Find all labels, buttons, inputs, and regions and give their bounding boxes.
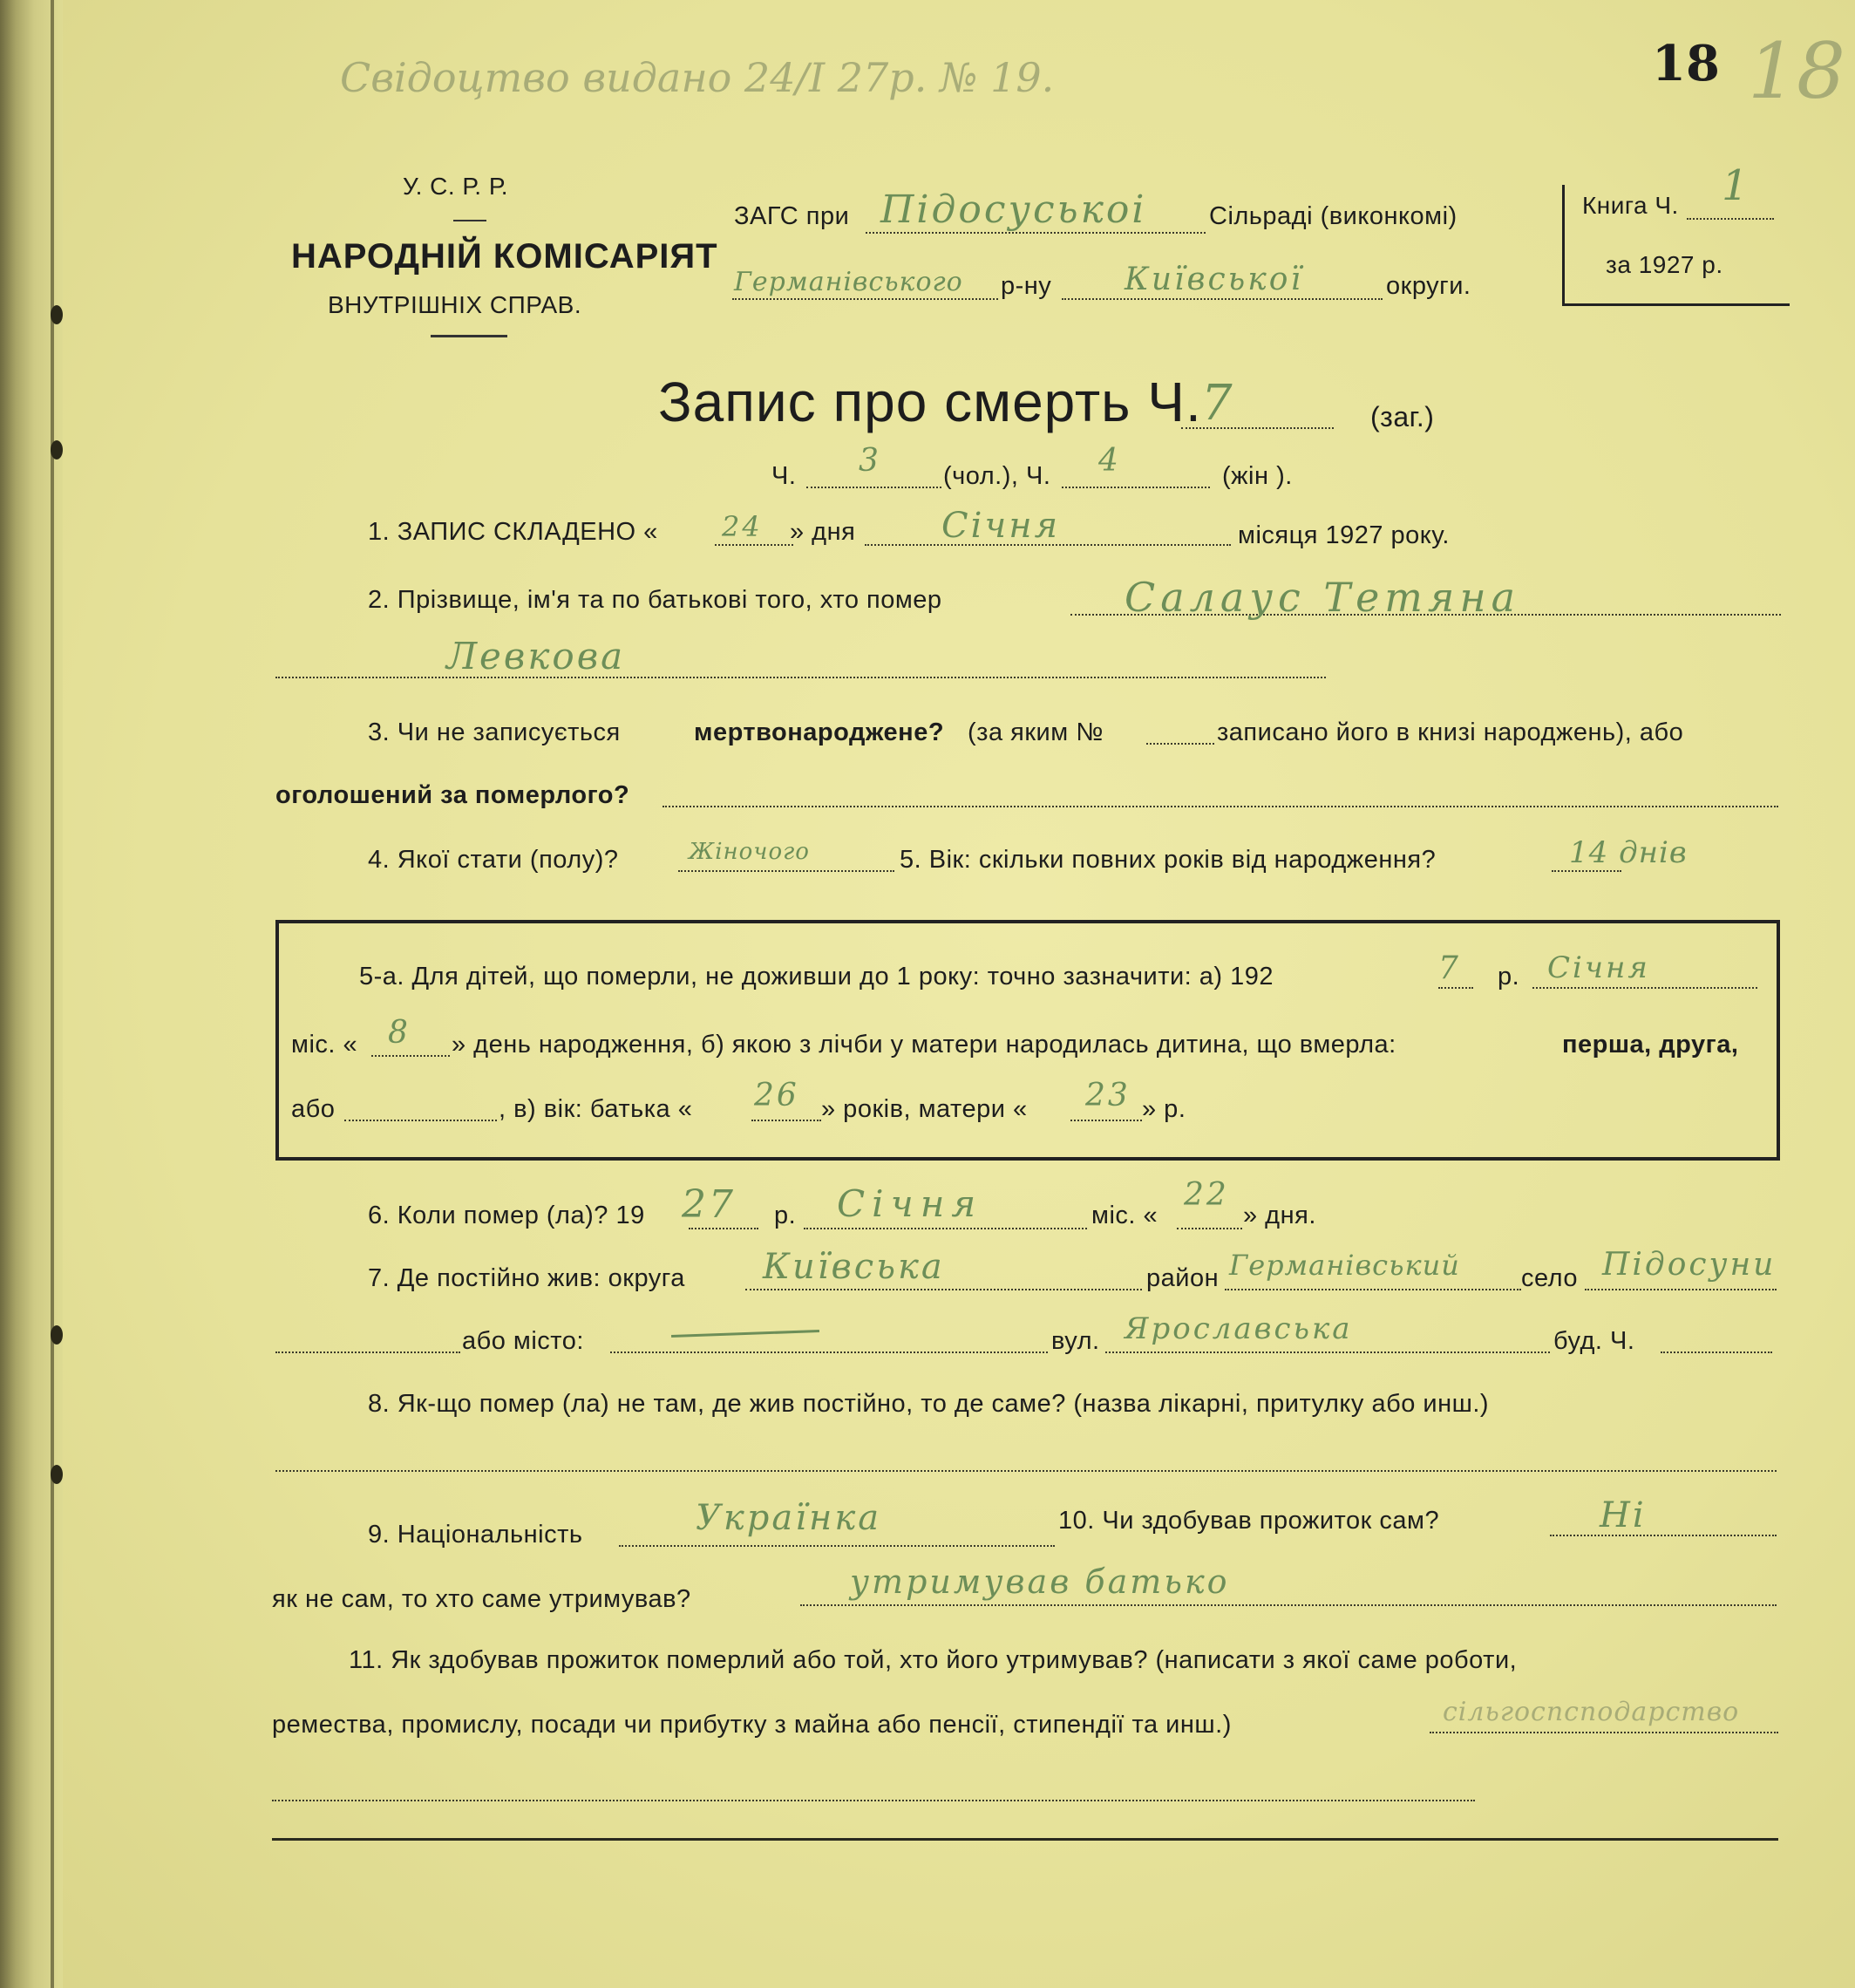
record-title: Запис про смерть Ч. (658, 371, 1202, 433)
divider (453, 220, 486, 221)
binding-hole (51, 440, 63, 460)
fill-line (715, 544, 793, 546)
fill-line (1532, 987, 1757, 989)
field-5a-day: 8 (388, 1015, 411, 1051)
field-7-label: 7. Де постійно жив: округа (368, 1264, 685, 1292)
fill-line (806, 487, 941, 488)
female-label: (жін ). (1222, 462, 1293, 490)
field-5a-label-5: або (291, 1095, 336, 1123)
book-label: Книга Ч. (1582, 192, 1679, 219)
field-1-mid: » дня (790, 518, 856, 546)
book-number: 1 (1722, 161, 1751, 210)
binding-spine (51, 0, 54, 1988)
field-9-label: 9. Національність (368, 1521, 583, 1549)
field-5a-label-3: міс. « (291, 1031, 358, 1059)
fill-line (689, 1228, 758, 1229)
department-header: ВНУТРІШНІХ СПРАВ. (328, 291, 582, 318)
field-5a-year-digit: 7 (1438, 950, 1461, 986)
field-1-end: місяця 1927 року. (1238, 521, 1450, 549)
field-6-label-4: » дня. (1243, 1202, 1316, 1229)
field-10-label: 10. Чи здобував прожиток сам? (1058, 1507, 1440, 1535)
fill-line (272, 1800, 1475, 1801)
fill-line (800, 1604, 1777, 1606)
fill-line (732, 298, 998, 300)
fill-line (751, 1120, 821, 1121)
field-5a-label-8: » р. (1142, 1095, 1186, 1123)
divider (431, 335, 507, 337)
field-5a-bold: перша, друга, (1562, 1031, 1739, 1059)
fill-line (275, 1470, 1777, 1472)
field-3-bold-2: оголошений за померлого? (275, 781, 630, 809)
fill-line (1070, 1120, 1142, 1121)
state-header: У. С. Р. Р. (403, 173, 509, 200)
field-8-label: 8. Як-що помер (ла) не там, де жив постійно, то де саме? (назва лікарні, притулку або инш.) (368, 1390, 1490, 1418)
dash-mark (671, 1330, 819, 1338)
fill-line (1687, 218, 1774, 220)
field-3-label-1: 3. Чи не записується (368, 718, 621, 746)
record-suffix: (заг.) (1370, 401, 1435, 432)
field-7-house-label: буд. Ч. (1553, 1327, 1635, 1355)
field-4-value: Жіночого (689, 839, 810, 865)
field-5a-mother-age: 23 (1085, 1078, 1131, 1113)
field-7-region: Київська (763, 1247, 945, 1287)
field-11-value: сільгоспсподарство (1443, 1697, 1740, 1727)
field-6-year-digits: 27 (682, 1182, 736, 1227)
field-2-value-1: Салаус Тетяна (1125, 574, 1521, 621)
field-5-label: 5. Вік: скільки повних років від народження? (900, 846, 1437, 874)
fill-line (1438, 987, 1473, 989)
field-6-label-2: р. (774, 1202, 797, 1229)
field-7-street-label: вул. (1051, 1327, 1100, 1355)
field-1-day: 24 (722, 510, 763, 543)
district-label: р-ну (1001, 272, 1052, 300)
field-5a-label-1: 5-а. Для дітей, що померли, не доживши до 1 року: точно зазначити: а) 192 (359, 963, 1274, 991)
fill-line (1225, 1289, 1521, 1290)
fill-line (1552, 870, 1621, 872)
binding-hole (51, 1325, 63, 1345)
fill-line (275, 1351, 460, 1353)
registry-place-value: Підосуськоі (880, 187, 1147, 232)
district-value: Германівського (734, 267, 963, 297)
field-3-bold-1: мертвонароджене? (694, 718, 945, 746)
fill-line (344, 1120, 497, 1121)
field-6-day: 22 (1184, 1177, 1229, 1213)
region-label: округи. (1386, 272, 1471, 300)
pencil-note: Свідоцтво видано 24/I 27р. № 19. (340, 54, 1055, 101)
council-label: Сільраді (виконкомі) (1209, 202, 1458, 230)
registry-prefix: ЗАГС при (734, 202, 850, 230)
field-11-label-2: ремества, промислу, посади чи прибутку з майна або пенсії, стипендії та инш.) (272, 1711, 1232, 1739)
field-4-label: 4. Якої стати (полу)? (368, 846, 619, 874)
field-7-district-label: район (1146, 1264, 1220, 1292)
field-3-label-2: (за яким № (968, 718, 1104, 746)
field-10-value: Ні (1600, 1495, 1647, 1535)
fill-line (1550, 1535, 1777, 1536)
fill-line (1430, 1732, 1778, 1733)
fill-line (371, 1055, 450, 1057)
fill-line (1177, 1228, 1242, 1229)
fill-line (275, 677, 1326, 678)
fill-line (619, 1545, 1055, 1547)
field-6-month: Січня (837, 1182, 983, 1225)
field-5a-label-6: , в) вік: батька « (499, 1095, 693, 1123)
region-value: Київської (1125, 262, 1303, 297)
fill-line (745, 1289, 1142, 1290)
field-7-village: Підосуни (1602, 1247, 1777, 1283)
male-count: 3 (859, 443, 881, 479)
field-2-label: 2. Прізвище, ім'я та по батькові того, хто помер (368, 586, 942, 614)
field-1-label: 1. ЗАПИС СКЛАДЕНО « (368, 518, 658, 546)
field-5a-label-7: » років, матери « (821, 1095, 1028, 1123)
field-5a-label-4: » день народження, б) якою з лічби у матери народилась дитина, що вмерла: (452, 1031, 1396, 1059)
field-10-sub-value: утримував батько (850, 1562, 1230, 1601)
fill-line (662, 806, 1778, 807)
closing-rule (272, 1838, 1778, 1841)
binding-hole (51, 1465, 63, 1484)
field-9-value: Українка (696, 1498, 882, 1538)
ministry-header: НАРОДНІЙ КОМІСАРІЯТ (291, 237, 718, 276)
fill-line (1062, 487, 1210, 488)
fill-line (1062, 298, 1383, 300)
field-5a-father-age: 26 (754, 1078, 799, 1113)
male-label: (чол.), Ч. (943, 462, 1051, 490)
female-count: 4 (1098, 443, 1121, 479)
field-3-label-3: записано його в книзі народжень), або (1217, 718, 1684, 746)
page-number: 18 (1652, 35, 1720, 92)
field-5a-label-2: р. (1498, 963, 1520, 991)
field-7-village-label: село (1521, 1264, 1579, 1292)
field-6-label-3: міс. « (1091, 1202, 1159, 1229)
book-year: за 1927 р. (1606, 251, 1723, 278)
field-2-value-2: Левкова (446, 635, 626, 677)
fill-line (866, 232, 1206, 234)
field-1-month: Січня (941, 506, 1061, 546)
fill-line (1585, 1289, 1777, 1290)
field-5a-month: Січня (1547, 950, 1650, 985)
fill-line (610, 1351, 1048, 1353)
field-7-street: Ярославська (1125, 1311, 1353, 1346)
fill-line (1661, 1351, 1772, 1353)
pencil-page-number: 18 (1748, 26, 1845, 116)
record-number: 7 (1201, 375, 1235, 432)
field-11-label-1: 11. Як здобував прожиток померлий або той, хто його утримував? (написати з якої саме роботи, (349, 1646, 1518, 1674)
field-10-sub-label: як не сам, то хто саме утримував? (272, 1585, 691, 1613)
field-7-district: Германівський (1229, 1249, 1460, 1282)
fill-line (1105, 1351, 1550, 1353)
binding-hole (51, 305, 63, 324)
field-7-city-label: або місто: (462, 1327, 584, 1355)
fill-line (804, 1228, 1087, 1229)
field-5-value: 14 днів (1569, 835, 1688, 870)
fill-line (1146, 743, 1214, 745)
fill-line (678, 870, 894, 872)
male-prefix: Ч. (771, 462, 797, 490)
field-6-label: 6. Коли помер (ла)? 19 (368, 1202, 645, 1229)
